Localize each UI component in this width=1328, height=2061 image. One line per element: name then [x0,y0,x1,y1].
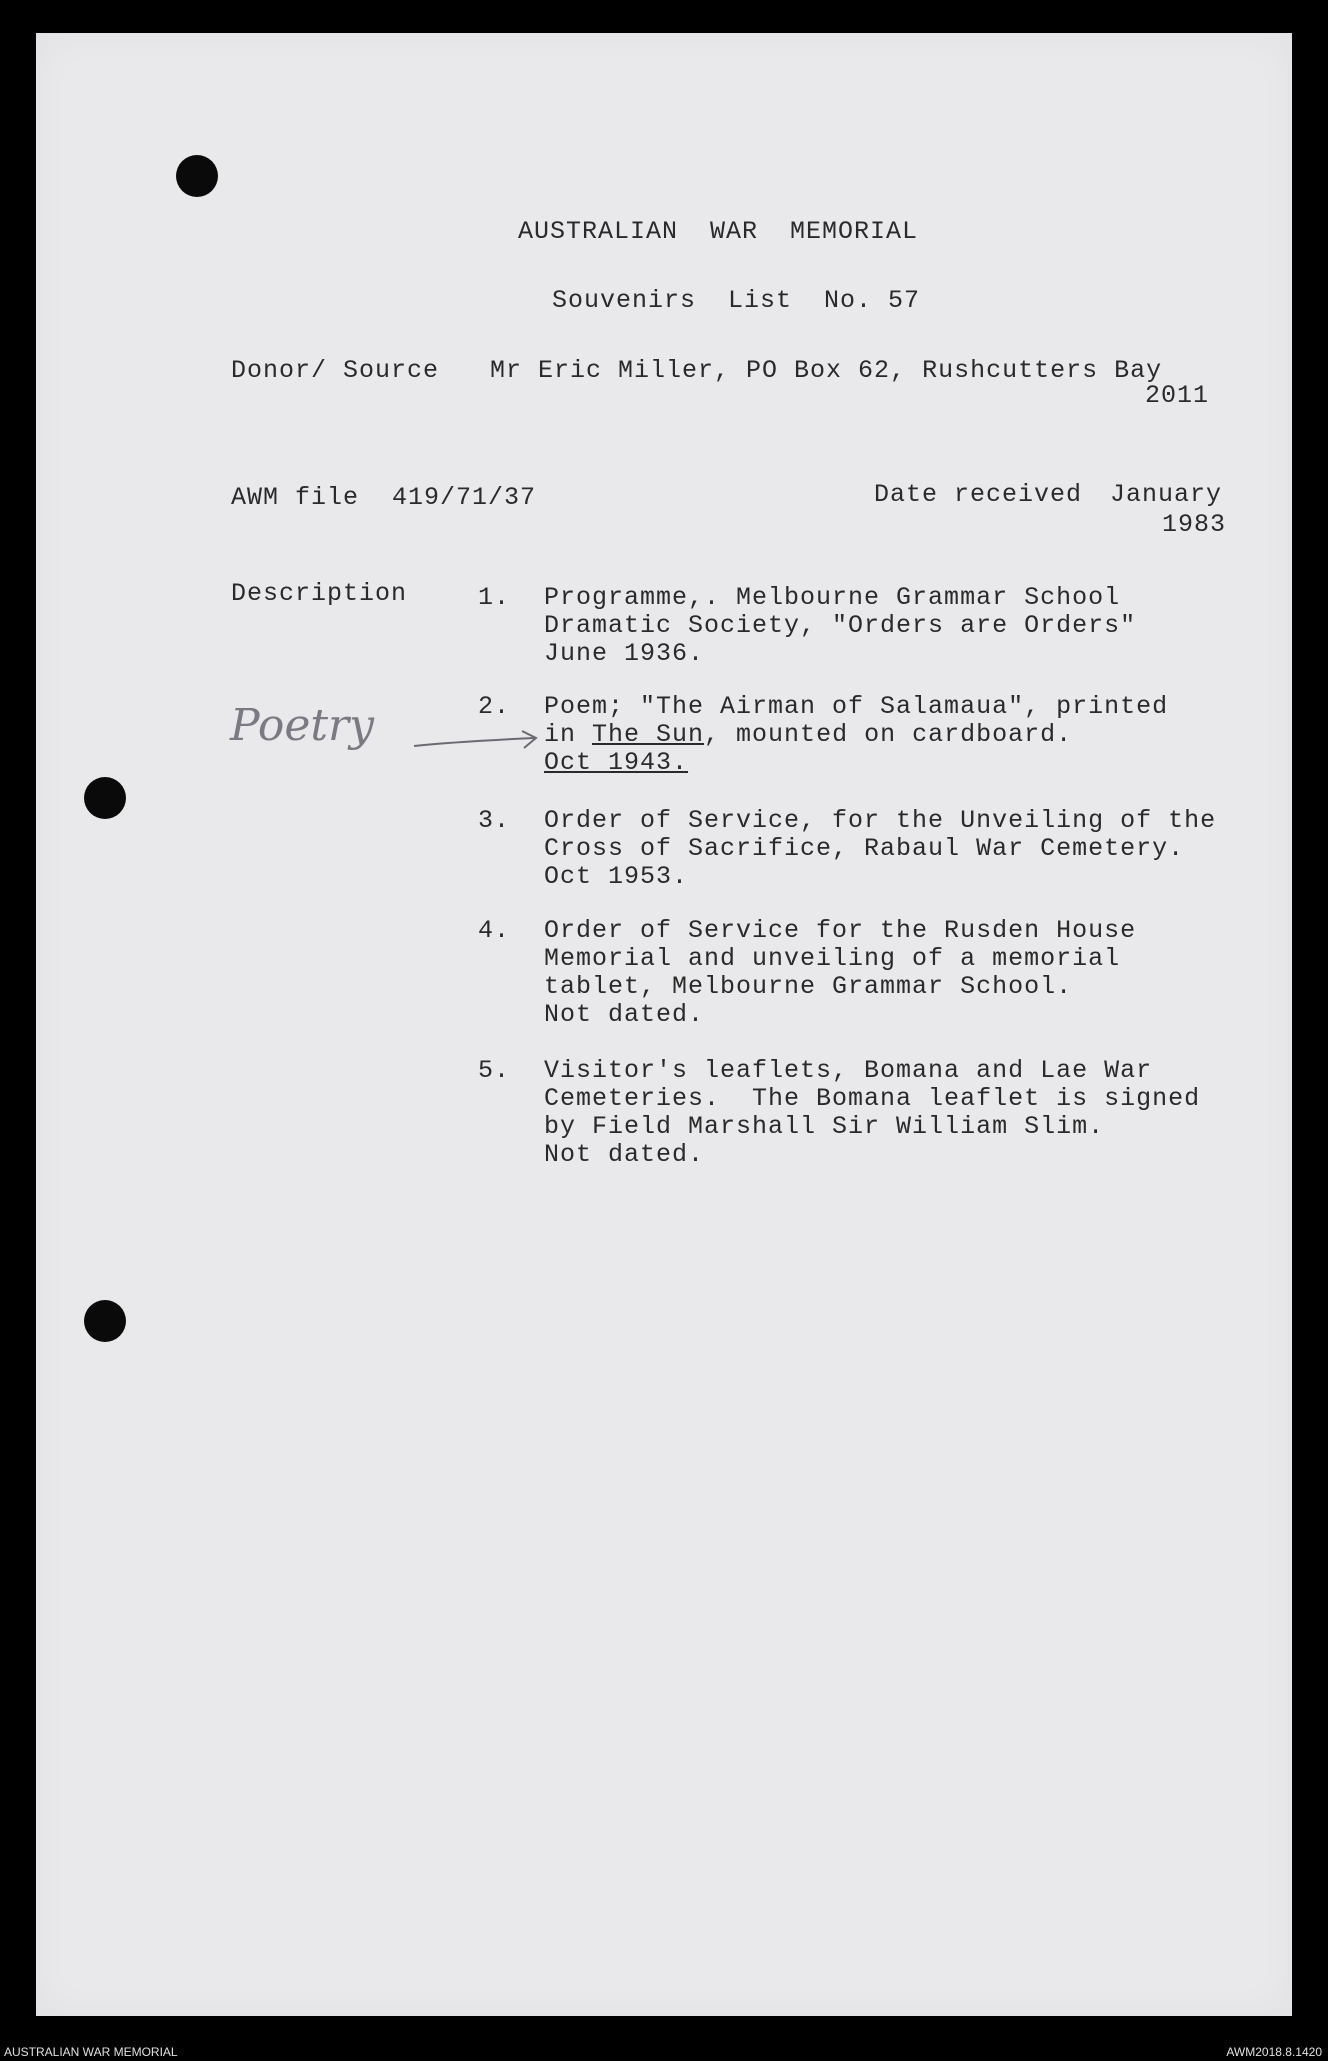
footer-institution: AUSTRALIAN WAR MEMORIAL [4,2045,178,2059]
annotation-arrow-icon [412,728,542,758]
item-2-line-1: Poem; "The Airman of Salamaua", printed [544,692,1169,721]
item-2-line-3: Oct 1943. [544,748,689,777]
file-number: 419/71/37 [392,483,537,512]
punch-hole-middle [84,777,126,819]
donor-value: Mr Eric Miller, PO Box 62, Rushcutters Bay [490,356,1163,385]
item-5-line-4: Not dated. [544,1140,705,1169]
item-2-line-2 [544,721,1072,749]
item-3-line-1: Order of Service, for the Unveiling of the [544,806,1217,835]
punch-hole-bottom [84,1300,126,1342]
item-2-line-2-suffix: , mounted on cardboard. [704,720,1073,749]
date-month: January [1110,480,1223,509]
item-1-number: 1. [478,583,511,612]
item-1-line-3: June 1936. [544,639,705,668]
handwritten-annotation: Poetry [230,700,374,751]
item-4-line-1: Order of Service for the Rusden House [544,916,1137,945]
item-4-line-2: Memorial and unveiling of a memorial [544,944,1121,973]
item-3-number: 3. [478,806,511,835]
item-5-line-1: Visitor's leaflets, Bomana and Lae War [544,1056,1153,1085]
item-5-line-3: by Field Marshall Sir William Slim. [544,1112,1105,1141]
item-4-line-3: tablet, Melbourne Grammar School. [544,972,1073,1001]
description-label: Description [231,579,408,608]
footer-accession-number: AWM2018.8.1420 [1226,2045,1322,2059]
item-4-line-4: Not dated. [544,1000,705,1029]
item-3-line-3: Oct 1953. [544,862,689,891]
publication-title: The Sun [592,720,705,749]
item-5-number: 5. [478,1056,511,1085]
punch-hole-top [176,155,218,197]
item-2-line-2-prefix: in [544,720,593,749]
donor-label: Donor/ Source [231,356,440,385]
item-4-number: 4. [478,916,511,945]
document-heading: AUSTRALIAN WAR MEMORIAL [518,217,919,246]
item-2-number: 2. [478,692,511,721]
list-title: Souvenirs List No. 57 [552,286,921,315]
item-5-line-2: Cemeteries. The Bomana leaflet is signed [544,1084,1201,1113]
item-3-line-2: Cross of Sacrifice, Rabaul War Cemetery. [544,834,1185,863]
donor-postcode: 2011 [1145,381,1210,410]
item-1-line-2: Dramatic Society, "Orders are Orders" [544,611,1137,640]
item-1-line-1: Programme,. Melbourne Grammar School [544,583,1121,612]
file-label: AWM file [231,483,360,512]
date-year: 1983 [1162,510,1227,539]
date-label: Date received [874,480,1083,509]
